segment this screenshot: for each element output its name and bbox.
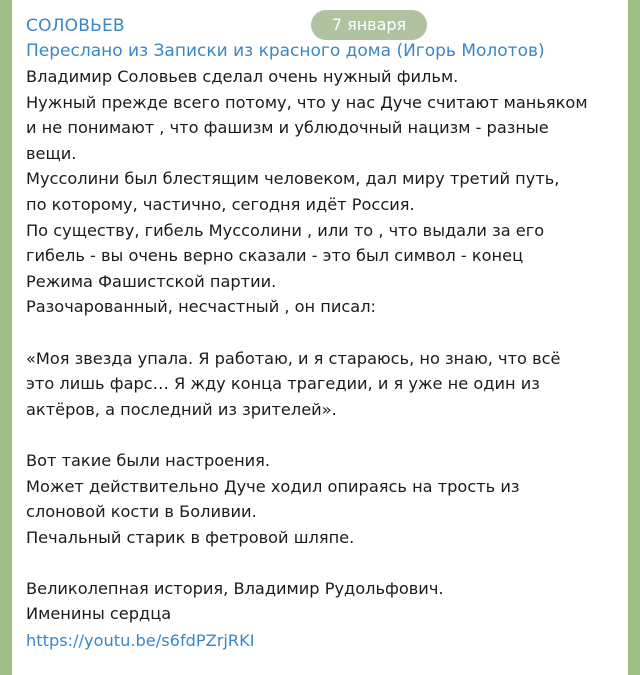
message-line: Нужный прежде всего потому, что у нас Дуче считают маньяком <box>26 92 588 112</box>
message-line: это лишь фарс… Я жду конца трагедии, и я уже не один из <box>26 374 540 394</box>
youtube-link[interactable]: https://youtu.be/s6fdPZrjRKI <box>26 631 255 651</box>
message-line: Может действительно Дуче ходил опираясь на трость из <box>26 476 520 496</box>
message-line: Печальный старик в фетровой шляпе. <box>26 527 355 547</box>
blank-line <box>26 422 614 448</box>
message-line: и не понимают , что фашизм и ублюдочный нацизм - разные <box>26 118 549 138</box>
message-line: актёров, а последний из зрителей». <box>26 399 337 419</box>
message-line: По существу, гибель Муссолини , или то , что выдали за его <box>26 220 545 240</box>
date-badge: 7 января <box>311 10 427 40</box>
blank-line <box>26 550 614 576</box>
message-line: Разочарованный, несчастный , он писал: <box>26 297 377 317</box>
forwarded-from-label[interactable]: Переслано из Записки из красного дома (Игорь Молотов) <box>26 41 545 61</box>
message-line: гибель - вы очень верно сказали - это был символ - конец <box>26 246 524 266</box>
message-line: Владимир Соловьев сделал очень нужный фильм. <box>26 67 459 86</box>
message-line: слоновой кости в Боливии. <box>26 502 257 522</box>
message-line: Великолепная история, Владимир Рудольфович. <box>26 578 444 598</box>
message-bubble <box>12 0 628 675</box>
message-line: «Моя звезда упала. Я работаю, и я стараюсь, но знаю, что всё <box>26 348 561 368</box>
blank-line <box>26 320 614 346</box>
message-line: вещи. <box>26 143 77 163</box>
message-line: Именины сердца <box>26 604 172 624</box>
message-line: Муссолини был блестящим человеком, дал миру третий путь, <box>26 169 560 189</box>
message-text <box>26 64 614 627</box>
message-line: Режима Фашистской партии. <box>26 271 277 291</box>
sender-name[interactable]: СОЛОВЬЕВ <box>26 16 125 36</box>
message-line: по которому, частично, сегодня идёт Россия. <box>26 194 415 214</box>
message-line: Вот такие были настроения. <box>26 450 271 470</box>
